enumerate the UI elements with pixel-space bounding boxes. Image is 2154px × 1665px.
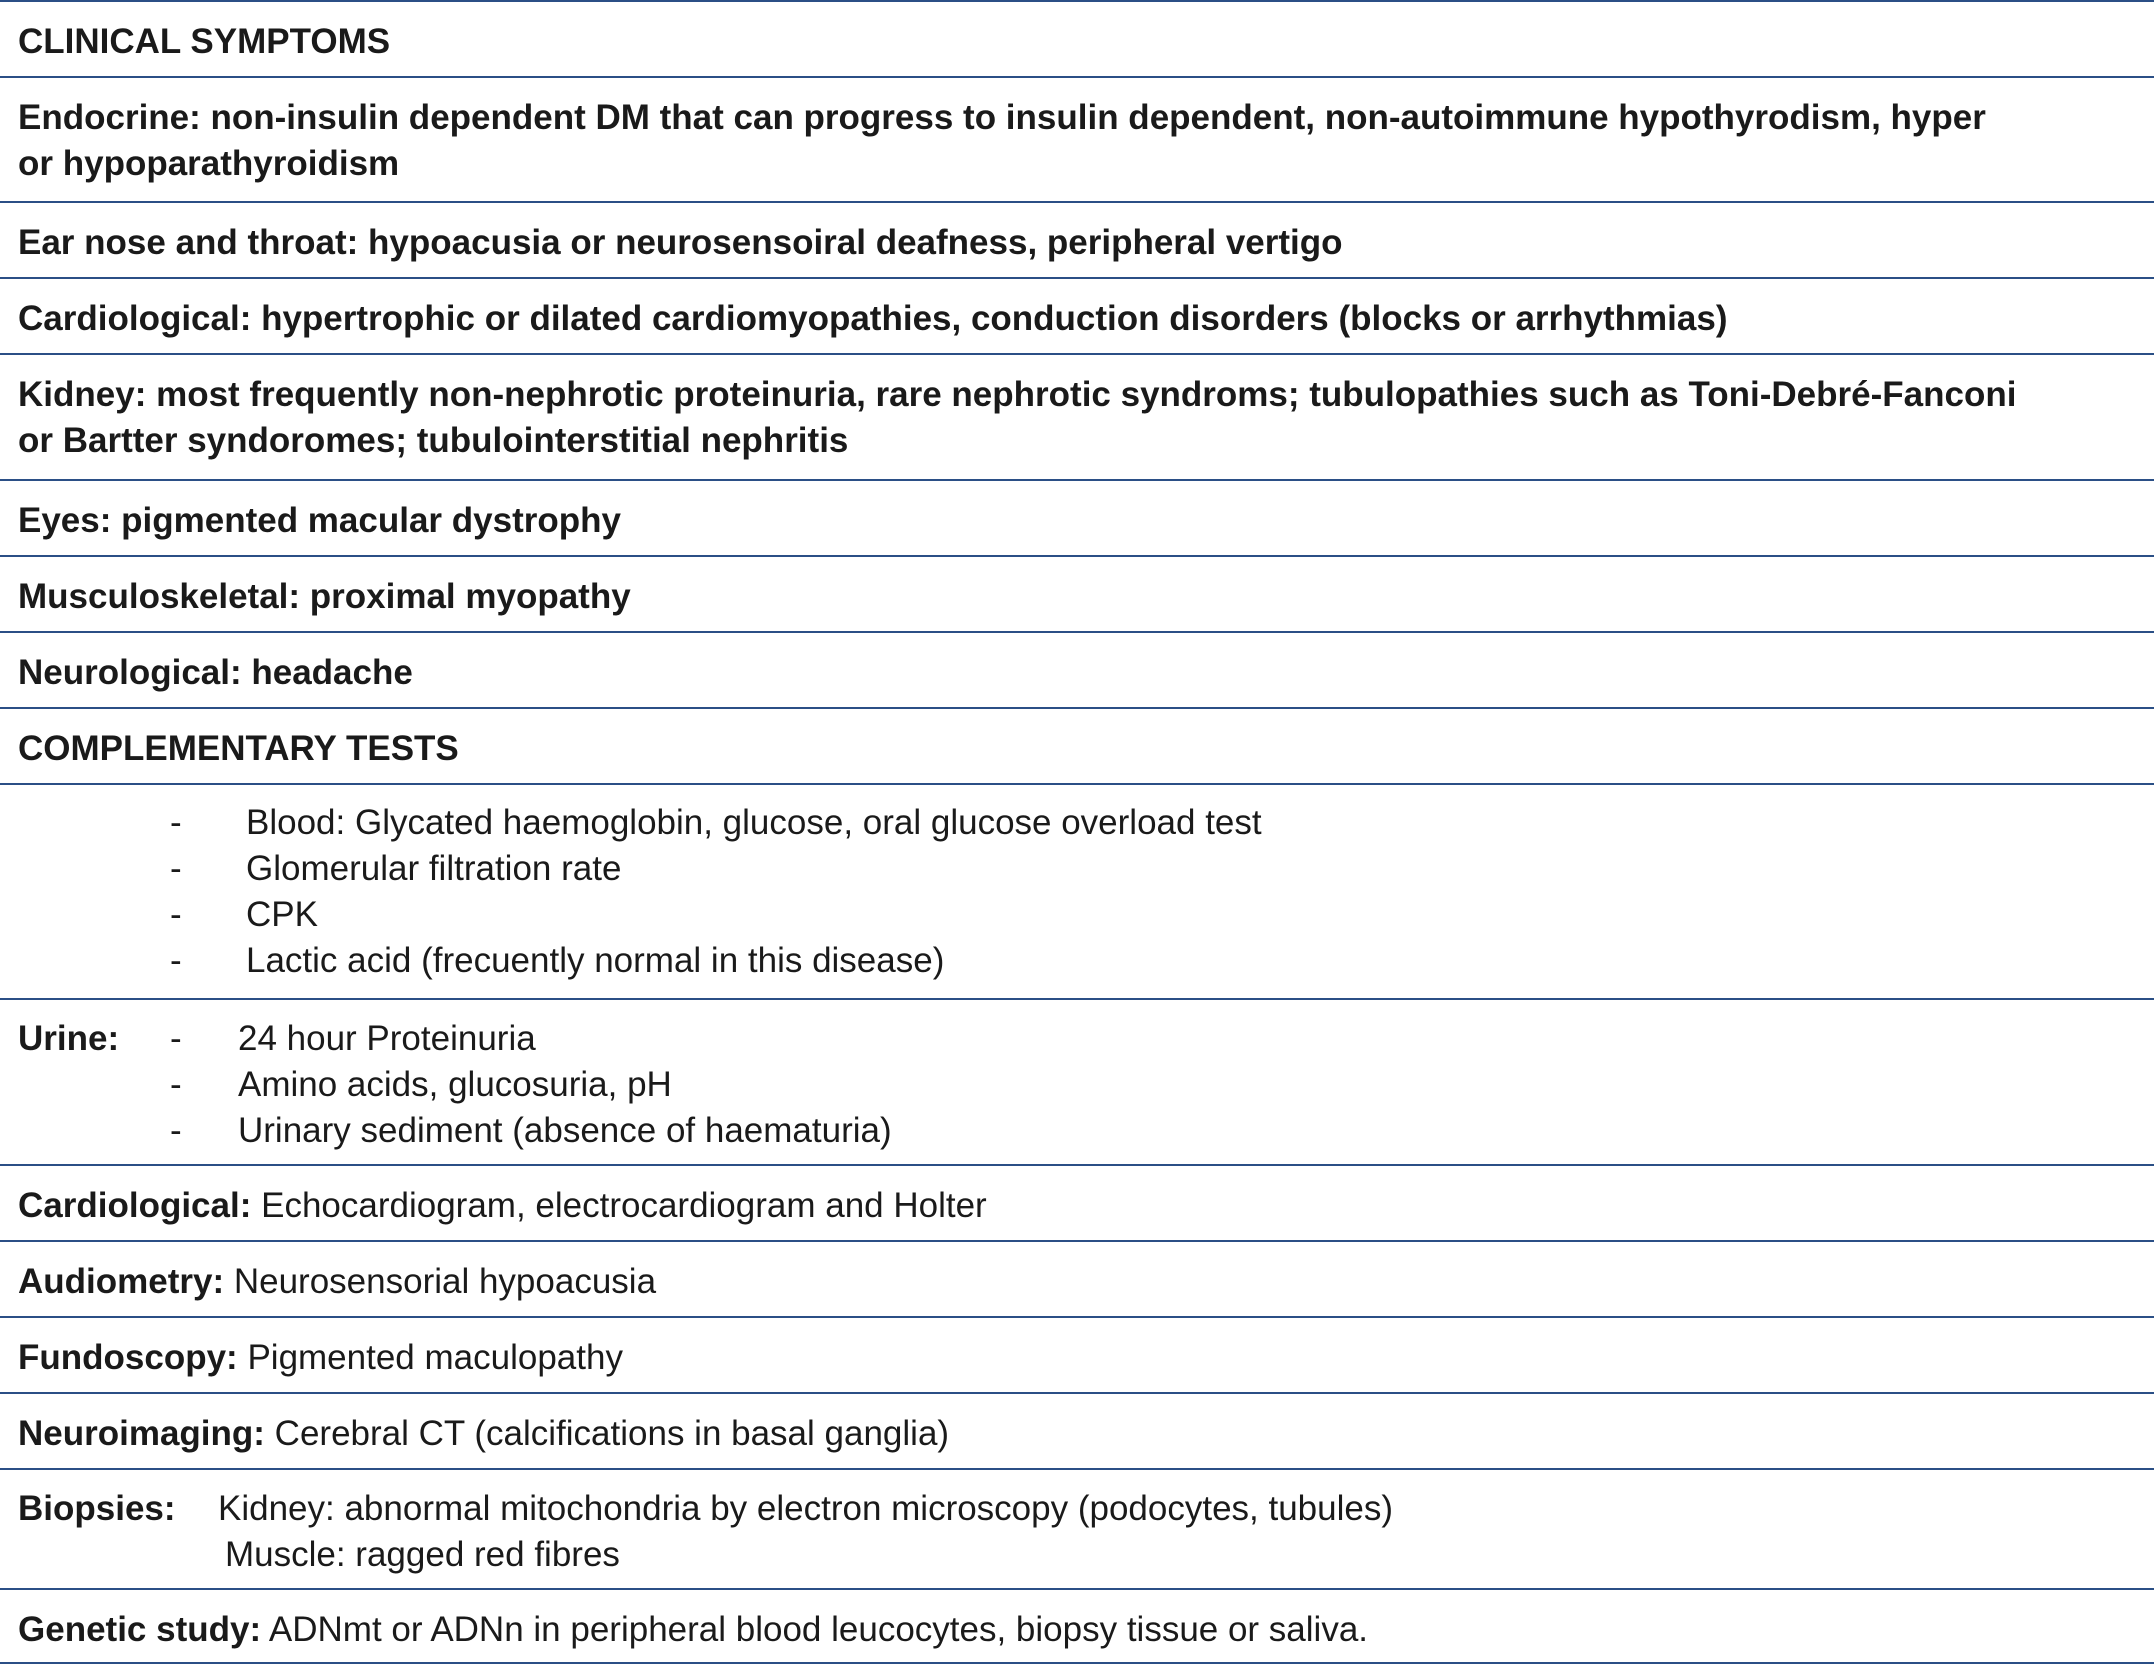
list-dash: -	[170, 1065, 182, 1104]
list-item-text: Amino acids, glucosuria, pH	[238, 1065, 672, 1104]
endocrine-line-2: or hypoparathyroidism	[18, 144, 400, 183]
urine-tests-list	[18, 1016, 2136, 1154]
genetic-study-label: Genetic study:	[18, 1610, 262, 1649]
neuroimaging-text: Cerebral CT (calcifications in basal ganglia)	[264, 1414, 950, 1453]
cardiological-test-label: Cardiological:	[18, 1186, 252, 1225]
list-dash: -	[170, 941, 182, 980]
kidney-line-2: or Bartter syndoromes; tubulointerstitial nephritis	[18, 421, 849, 460]
neuroimaging-row	[0, 1392, 2154, 1468]
list-dash: -	[170, 849, 182, 888]
audiometry-row	[0, 1240, 2154, 1316]
list-item	[18, 846, 2136, 892]
list-item	[18, 1532, 2136, 1578]
cardiological-symptom-row	[0, 277, 2154, 353]
list-item-text: Blood: Glycated haemoglobin, glucose, oral glucose overload test	[246, 803, 1262, 842]
list-item	[18, 892, 2136, 938]
list-item-text: 24 hour Proteinuria	[238, 1019, 536, 1058]
list-item	[18, 1016, 2136, 1062]
complementary-tests-heading: COMPLEMENTARY TESTS	[18, 729, 459, 768]
kidney-line-1: Kidney: most frequently non-nephrotic proteinuria, rare nephrotic syndroms; tubulopathies such as Toni-Debré-Fanconi	[18, 375, 2017, 414]
list-dash: -	[170, 1111, 182, 1150]
musculoskeletal-text: Musculoskeletal: proximal myopathy	[18, 577, 631, 616]
clinical-symptoms-heading-row	[0, 0, 2154, 76]
biopsies-label: Biopsies:	[18, 1489, 176, 1528]
audiometry-label: Audiometry:	[18, 1262, 225, 1301]
cardiological-test-row	[0, 1164, 2154, 1240]
blood-tests-row	[0, 783, 2154, 998]
fundoscopy-text: Pigmented maculopathy	[237, 1338, 623, 1377]
ent-text: Ear nose and throat: hypoacusia or neurosensoiral deafness, peripheral vertigo	[18, 223, 1343, 262]
genetic-study-row	[0, 1588, 2154, 1664]
urine-tests-row	[0, 998, 2154, 1164]
fundoscopy-label: Fundoscopy:	[18, 1338, 238, 1377]
biopsy-muscle-text: Muscle: ragged red fibres	[225, 1535, 620, 1574]
fundoscopy-row	[0, 1316, 2154, 1392]
urine-label: Urine:	[18, 1019, 120, 1058]
endocrine-line-1: Endocrine: non-insulin dependent DM that can progress to insulin dependent, non-autoimmune hypothyrodism, hyper	[18, 98, 1986, 137]
cardiological-symptom-text: Cardiological: hypertrophic or dilated cardiomyopathies, conduction disorders (blocks or arrhythmias)	[18, 299, 1728, 338]
list-dash: -	[170, 1019, 182, 1058]
neuroimaging-label: Neuroimaging:	[18, 1414, 265, 1453]
biopsies-row	[0, 1468, 2154, 1588]
list-item-text: CPK	[246, 895, 318, 934]
ent-row	[0, 201, 2154, 277]
list-item-text: Urinary sediment (absence of haematuria)	[238, 1111, 892, 1150]
list-item	[18, 1486, 2136, 1532]
clinical-symptoms-heading: CLINICAL SYMPTOMS	[18, 22, 391, 61]
biopsies-list	[18, 1486, 2136, 1578]
list-item	[18, 938, 2136, 984]
cardiological-test-text: Echocardiogram, electrocardiogram and Holter	[251, 1186, 987, 1225]
list-item-text: Lactic acid (frecuently normal in this disease)	[246, 941, 945, 980]
endocrine-row	[0, 76, 2154, 201]
neurological-text: Neurological: headache	[18, 653, 413, 692]
list-item	[18, 1108, 2136, 1154]
genetic-study-text: ADNmt or ADNn in peripheral blood leucocytes, biopsy tissue or saliva.	[261, 1610, 1369, 1649]
neurological-row	[0, 631, 2154, 707]
eyes-text: Eyes: pigmented macular dystrophy	[18, 501, 621, 540]
list-item-text: Glomerular filtration rate	[246, 849, 622, 888]
list-item	[18, 800, 2136, 846]
kidney-row	[0, 353, 2154, 479]
biopsy-kidney-text: Kidney: abnormal mitochondria by electron microscopy (podocytes, tubules)	[218, 1489, 1394, 1528]
musculoskeletal-row	[0, 555, 2154, 631]
list-dash: -	[170, 895, 182, 934]
blood-tests-list	[18, 800, 2136, 984]
audiometry-text: Neurosensorial hypoacusia	[224, 1262, 657, 1301]
eyes-row	[0, 479, 2154, 555]
list-item	[18, 1062, 2136, 1108]
list-dash: -	[170, 803, 182, 842]
complementary-tests-heading-row	[0, 707, 2154, 783]
